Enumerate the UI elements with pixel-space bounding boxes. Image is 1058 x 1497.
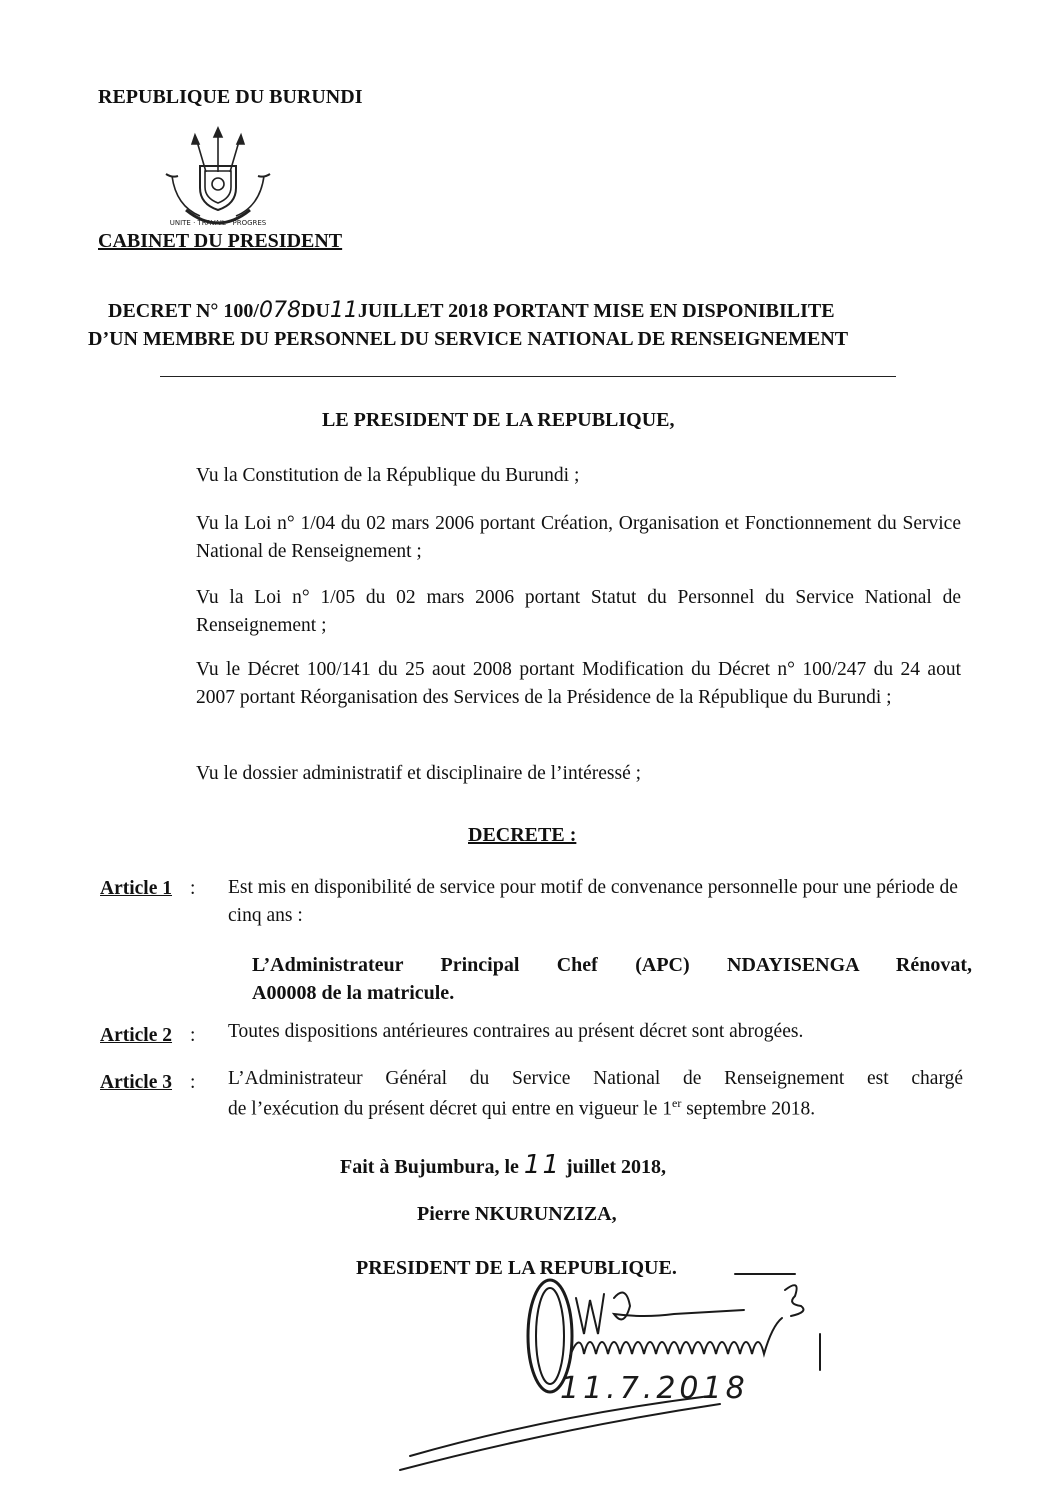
article-3-label: Article 3 bbox=[100, 1072, 173, 1093]
article-1-person-line1: L’Administrateur Principal Chef (APC) NDAYISENGA Rénovat, bbox=[252, 954, 972, 976]
article-1-person-line2: A00008 de la matricule. bbox=[252, 982, 455, 1004]
title-du: DU bbox=[301, 300, 330, 322]
consideration-4: Vu le Décret 100/141 du 25 aout 2008 portant Modification du Décret n° 100/247 du 24 aout 2007 portant Réorganisation des Services de la Présidence de la République du Burundi ; bbox=[196, 659, 961, 708]
article-1-text: Est mis en disponibilité de service pour motif de convenance personnelle pour une période de cinq ans : bbox=[228, 877, 958, 926]
article-1-colon: : bbox=[190, 878, 196, 899]
closing-place-suffix: juillet 2018, bbox=[566, 1156, 666, 1178]
title-prefix: DECRET N° 100/ bbox=[108, 300, 259, 322]
article-3-text-pre: de l’exécution du présent décret qui entre en vigueur le 1 bbox=[228, 1098, 672, 1120]
consideration-1: Vu la Constitution de la République du Burundi ; bbox=[196, 465, 580, 486]
coat-of-arms-icon bbox=[162, 126, 274, 230]
decrete-heading: DECRETE : bbox=[468, 824, 577, 846]
signatory-role: PRESIDENT DE LA REPUBLIQUE. bbox=[356, 1257, 677, 1279]
article-3-colon: : bbox=[190, 1072, 196, 1093]
closing-handwritten-day: 11 bbox=[523, 1150, 561, 1180]
closing-place-prefix: Fait à Bujumbura, le bbox=[340, 1156, 519, 1178]
title-rest: JUILLET 2018 PORTANT MISE EN DISPONIBILITE bbox=[357, 300, 835, 322]
decree-title-line1 bbox=[108, 298, 835, 323]
consideration-3: Vu la Loi n° 1/05 du 02 mars 2006 portant Statut du Personnel du Service National de Renseignement ; bbox=[196, 587, 961, 636]
cabinet-heading: CABINET DU PRESIDENT bbox=[98, 230, 343, 252]
country-heading: REPUBLIQUE DU BURUNDI bbox=[98, 86, 363, 108]
signatory-name: Pierre NKURUNZIZA, bbox=[417, 1203, 617, 1225]
emblem-motto: UNITE · TRAVAIL · PROGRES bbox=[169, 219, 267, 227]
article-3-text-line2 bbox=[228, 1096, 815, 1121]
handwritten-decree-number: 078 bbox=[259, 298, 301, 323]
consideration-5: Vu le dossier administratif et disciplinaire de l’intéressé ; bbox=[196, 763, 642, 784]
article-2-colon: : bbox=[190, 1025, 196, 1046]
title-divider bbox=[160, 376, 896, 377]
article-3-text-post: septembre 2018. bbox=[681, 1098, 816, 1120]
signature-date: 11.7.2018 bbox=[560, 1371, 749, 1406]
article-2-label: Article 2 bbox=[100, 1025, 173, 1046]
article-3-superscript: er bbox=[672, 1096, 682, 1110]
president-heading: LE PRESIDENT DE LA REPUBLIQUE, bbox=[322, 409, 675, 431]
decree-title-line2: D’UN MEMBRE DU PERSONNEL DU SERVICE NATIONAL DE RENSEIGNEMENT bbox=[88, 328, 849, 350]
article-2-text: Toutes dispositions antérieures contraires au présent décret sont abrogées. bbox=[228, 1021, 804, 1042]
article-3-text-line1: L’Administrateur Général du Service National de Renseignement est chargé bbox=[228, 1068, 963, 1089]
closing-place-date bbox=[340, 1150, 666, 1180]
consideration-2: Vu la Loi n° 1/04 du 02 mars 2006 portant Création, Organisation et Fonctionnement du Service National de Renseignement ; bbox=[196, 513, 961, 562]
handwritten-day: 11 bbox=[329, 298, 358, 323]
handwritten-signature-icon bbox=[380, 1268, 840, 1478]
article-1-label: Article 1 bbox=[100, 878, 173, 899]
